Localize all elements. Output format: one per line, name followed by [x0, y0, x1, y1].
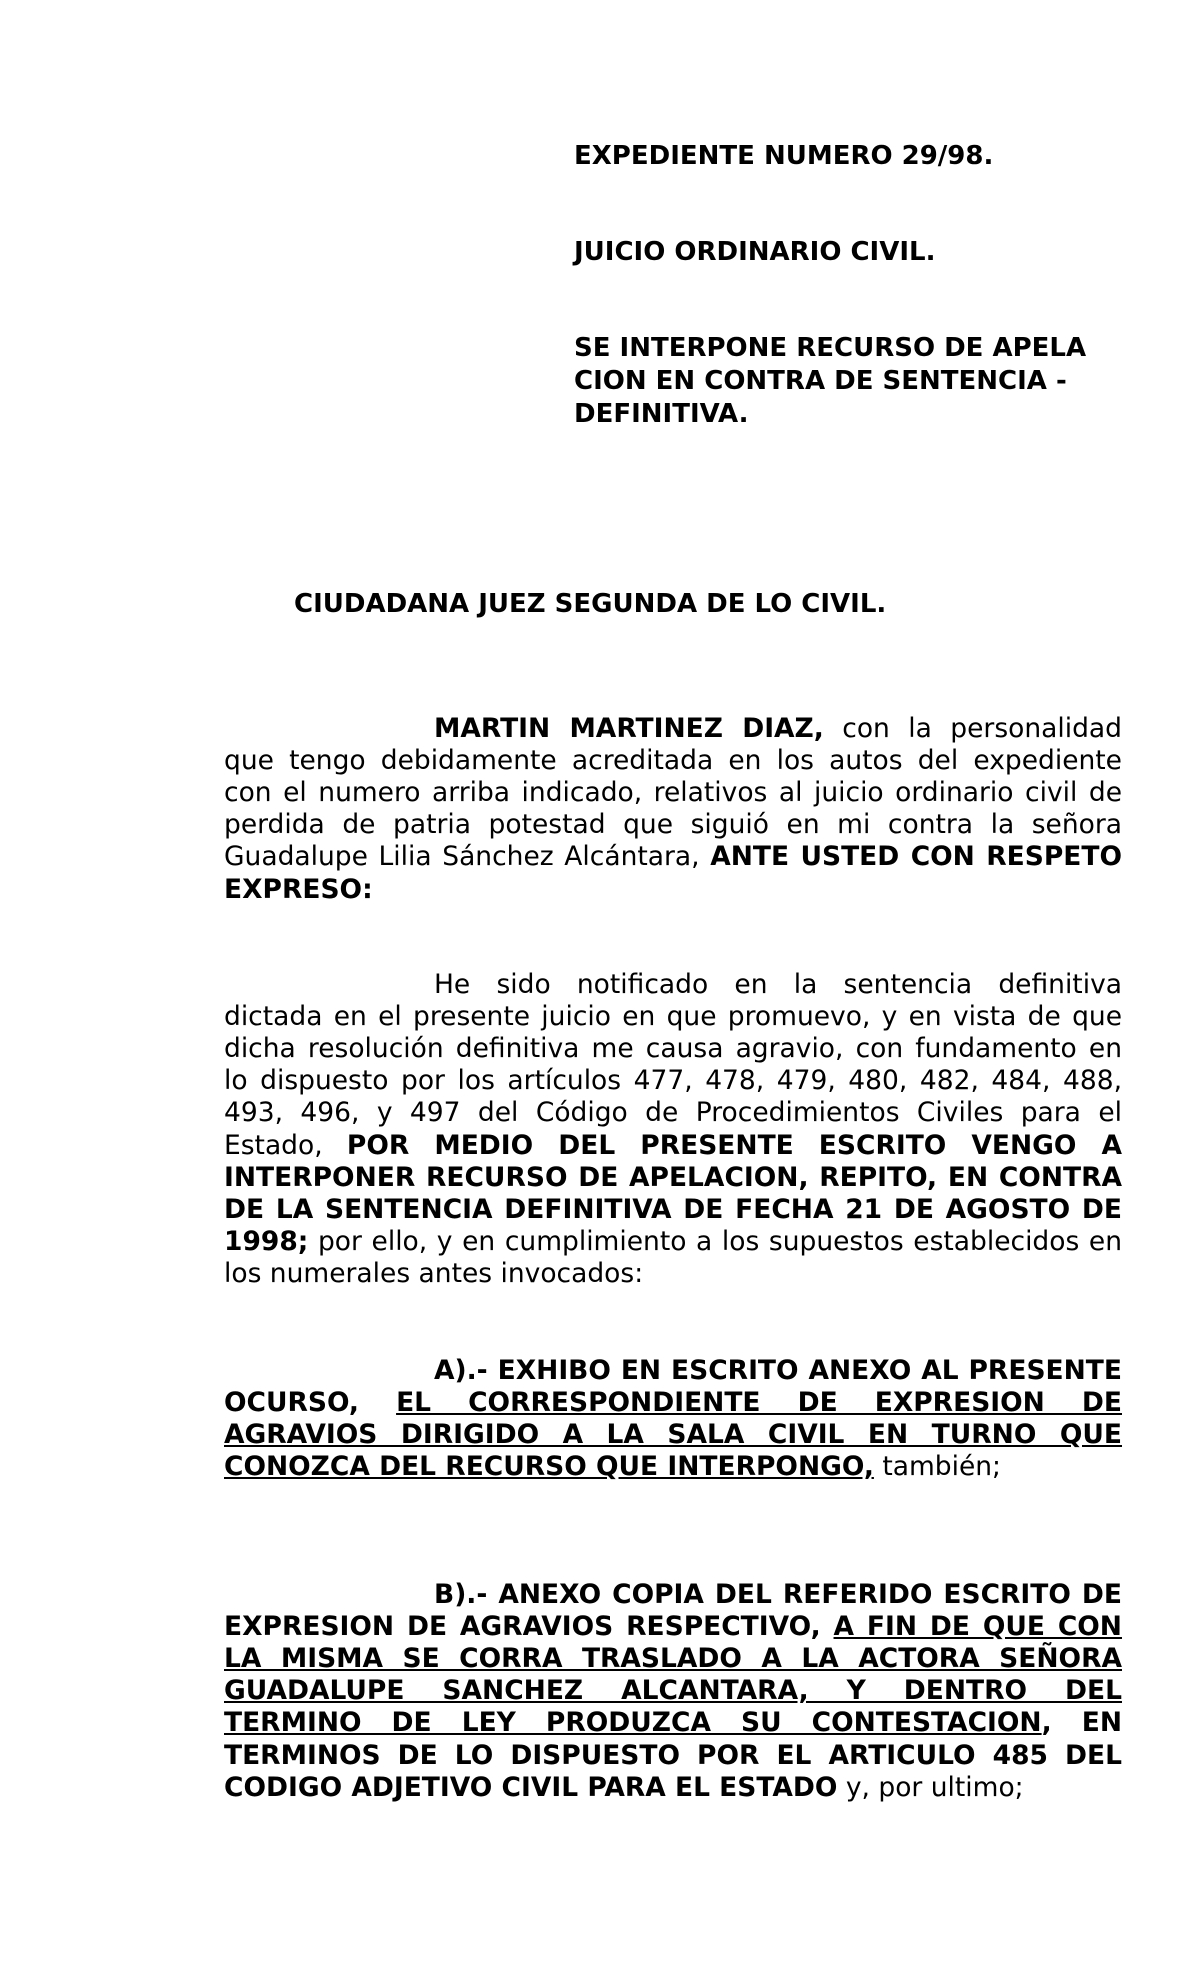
appeal-text: He sido notificado en la sentencia definitiva dictada en el presente juicio en que promuevo, y en vista de que dicha resolución definitiva me causa agravio, con fundamento en lo dispuesto por los artículos 477, 478, 479, 480, 482, 484, 488, 493, 496, y 497 del Código de Procedimientos Civiles para el Estado,	[224, 968, 1122, 1161]
intro-closing: ANTE USTED CON RESPETO EXPRESO:	[224, 841, 1122, 905]
item-b-underlined: A FIN DE QUE CON LA MISMA SE CORRA TRASLADO A LA ACTORA SEÑORA GUADALUPE SANCHEZ ALCANTARA, Y DENTRO DEL TERMINO DE LEY PRODUZCA SU CONTESTACION	[224, 1610, 1122, 1739]
petitioner-name: MARTIN MARTINEZ DIAZ,	[434, 712, 824, 744]
item-b-lead: B).- ANEXO COPIA DEL REFERIDO ESCRITO DE EXPRESION DE AGRAVIOS RESPECTIVO,	[224, 1578, 1122, 1642]
filing-subject: SE INTERPONE RECURSO DE APELA CION EN CONTRA DE SENTENCIA - DEFINITIVA.	[574, 333, 1087, 429]
intro-paragraph	[224, 713, 1122, 906]
intro-text: con la personalidad que tengo debidamente acreditada en los autos del expediente con el numero arriba indicado, relativos al juicio ordinario civil de perdida de patria potestad que siguió en mi contra la señora Guadalupe Lilia Sánchez Alcántara,	[224, 712, 1122, 873]
addressee: CIUDADANA JUEZ SEGUNDA DE LO CIVIL.	[294, 589, 887, 619]
expediente-number: EXPEDIENTE NUMERO 29/98.	[574, 141, 994, 171]
item-b-bold: , EN TERMINOS DE LO DISPUESTO POR EL ARTICULO 485 DEL CODIGO ADJETIVO CIVIL PARA EL ESTADO	[224, 1707, 1122, 1803]
item-a-paragraph	[224, 1355, 1122, 1484]
appeal-paragraph	[224, 969, 1122, 1291]
item-b-paragraph	[224, 1579, 1122, 1804]
appeal-statement: POR MEDIO DEL PRESENTE ESCRITO VENGO A INTERPONER RECURSO DE APELACION, REPITO, EN CONTRA DE LA SENTENCIA DEFINITIVA DE FECHA 21 DE AGOSTO DE 1998;	[224, 1129, 1122, 1258]
item-a-underlined: EL CORRESPONDIENTE DE EXPRESION DE AGRAVIOS DIRIGIDO A LA SALA CIVIL EN TURNO QUE CONOZCA DEL RECURSO QUE INTERPONGO,	[224, 1386, 1122, 1483]
item-a-lead: A).- EXHIBO EN ESCRITO ANEXO AL PRESENTE OCURSO,	[224, 1354, 1122, 1418]
item-a-tail: también;	[873, 1451, 1001, 1483]
case-type: JUICIO ORDINARIO CIVIL.	[574, 237, 936, 267]
item-b-tail: y, por ultimo;	[837, 1771, 1024, 1803]
appeal-tail: por ello, y en cumplimiento a los supuestos establecidos en los numerales antes invocados:	[224, 1226, 1122, 1290]
